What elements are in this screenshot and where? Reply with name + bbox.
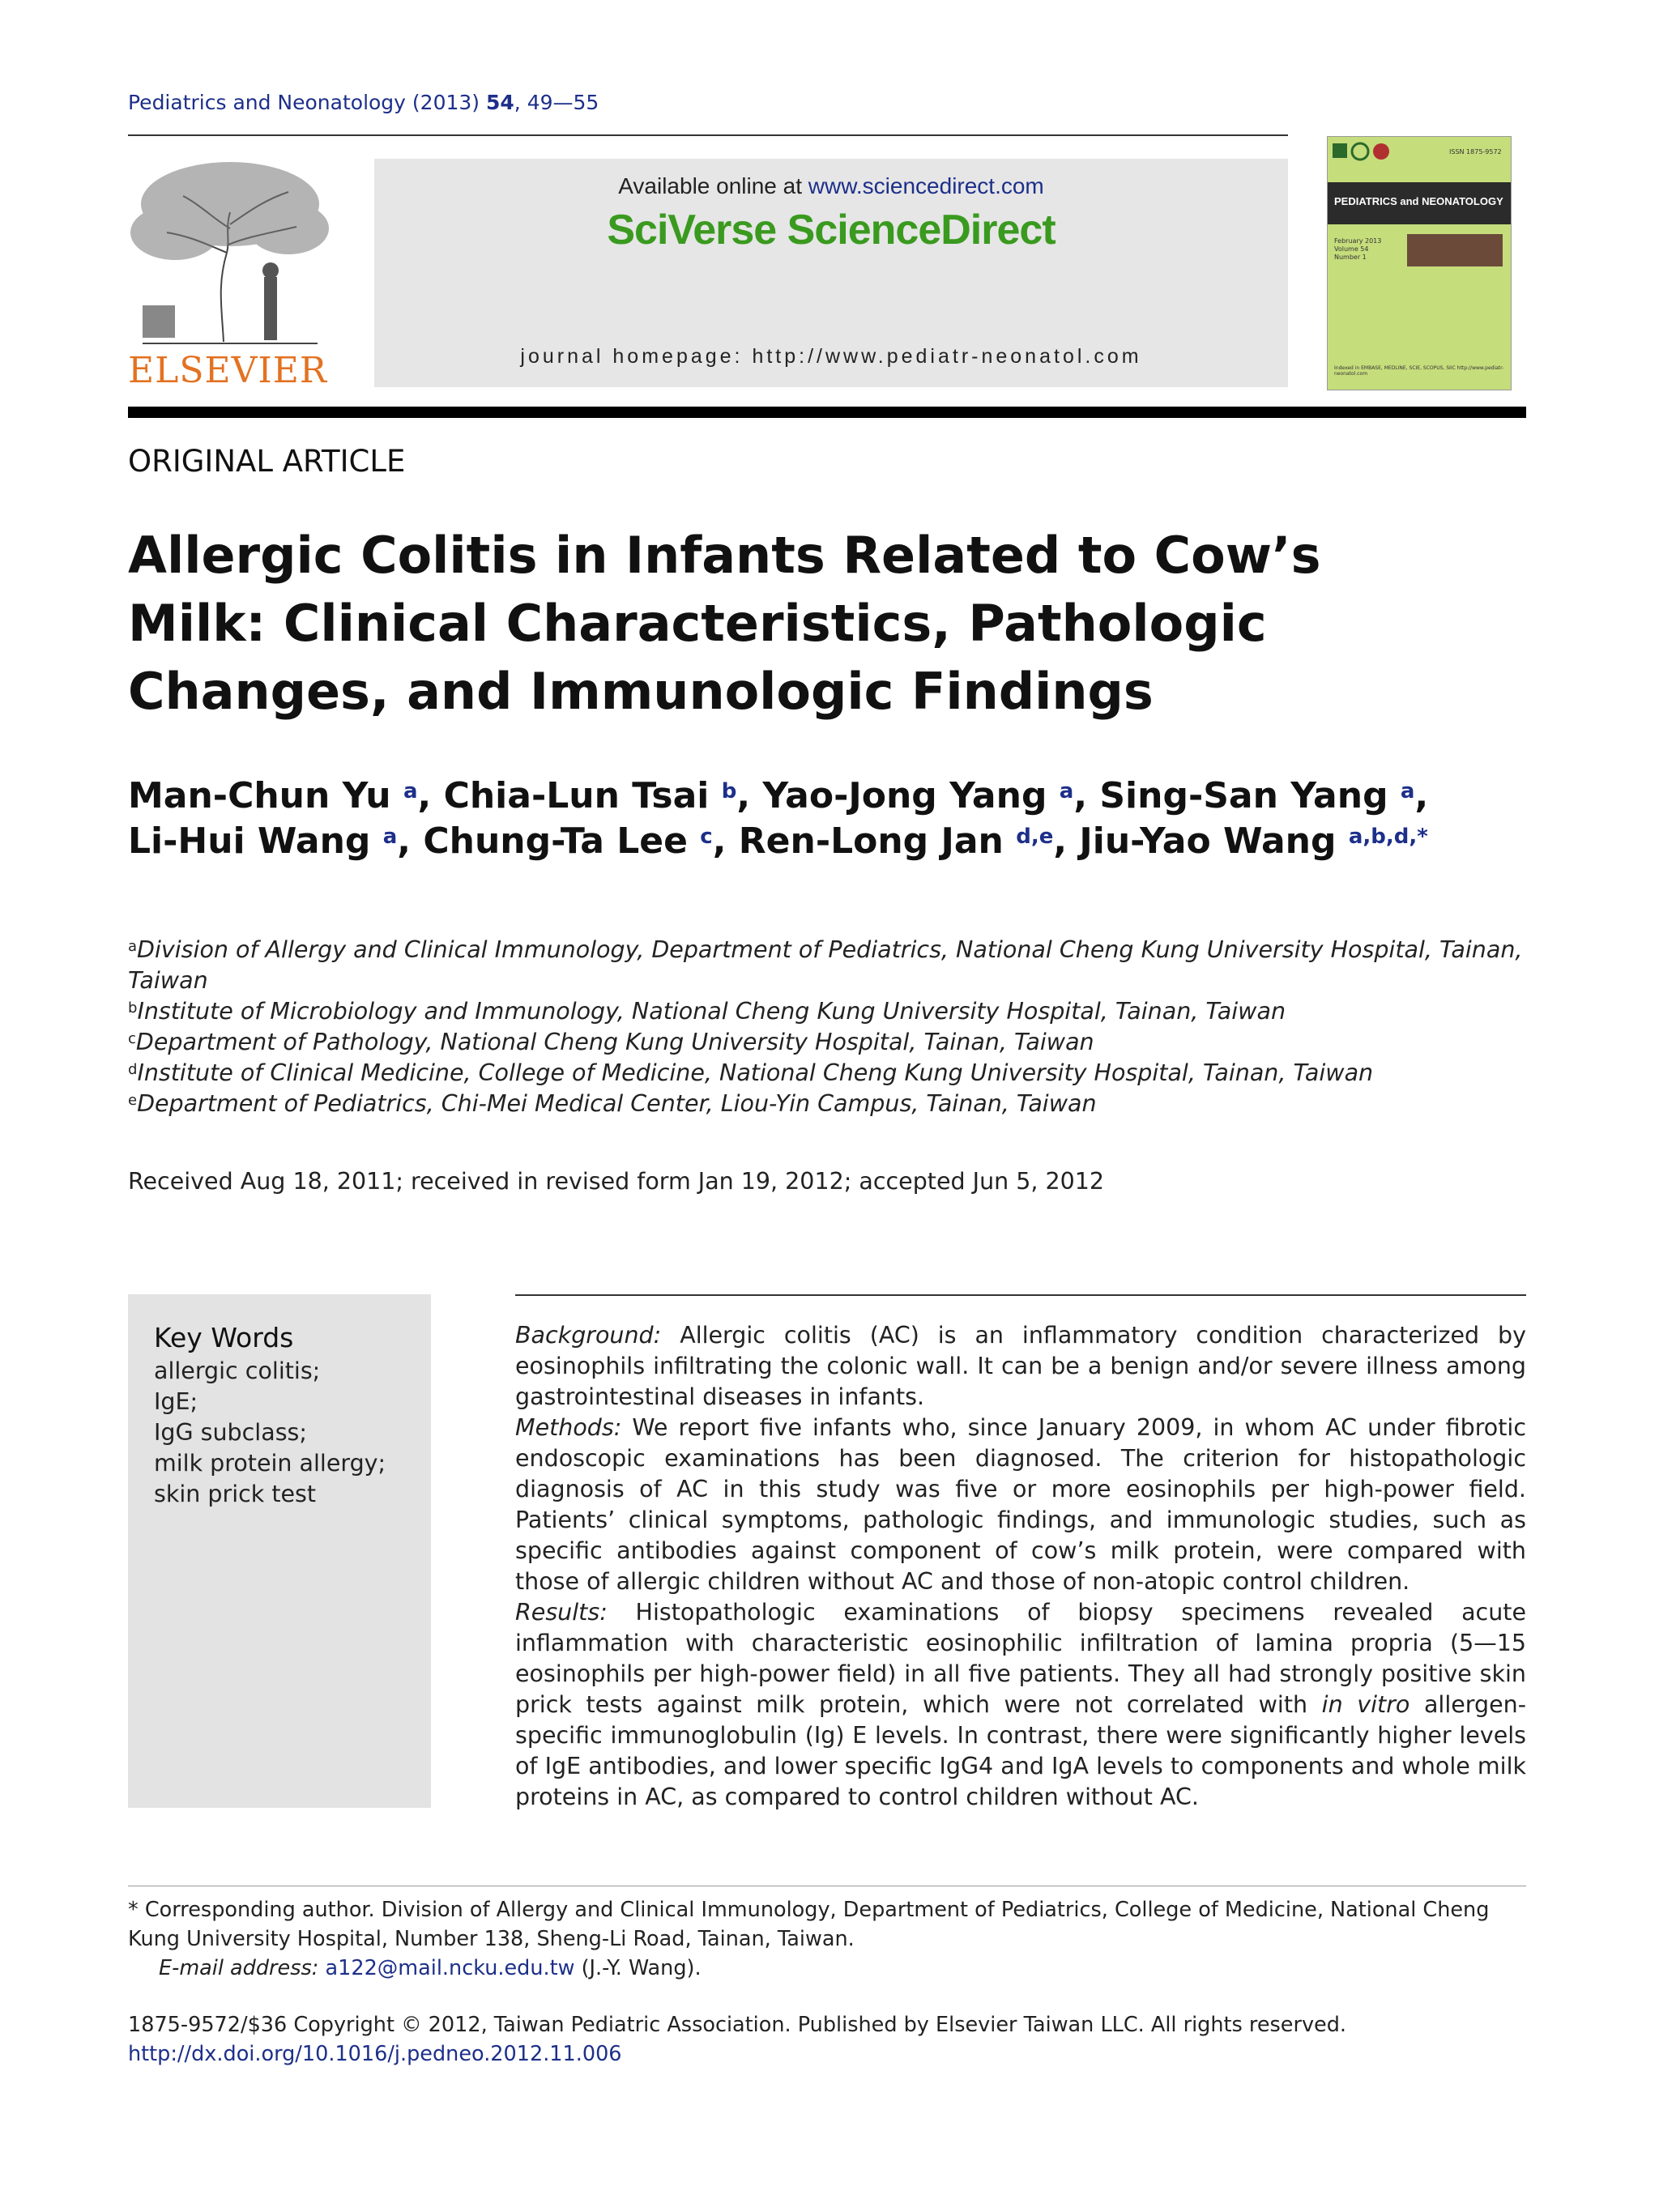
author-affiliation-marker[interactable]: a	[403, 779, 418, 803]
affiliation-text: Division of Allergy and Clinical Immunology, Department of Pediatrics, National Cheng Kung University Hospital, Tainan, Taiwan	[128, 936, 1523, 994]
abstract-italic-term: in vitro	[1321, 1691, 1410, 1718]
article-type: ORIGINAL ARTICLE	[128, 444, 406, 479]
cover-title: PEDIATRICS and NEONATOLOGY	[1334, 195, 1503, 207]
article-title: Allergic Colitis in Infants Related to Cow’s Milk: Clinical Characteristics, Pathologic Changes, and Immunologic Findings	[128, 526, 1321, 721]
abstract-methods	[515, 1413, 1526, 1597]
author[interactable]	[128, 775, 418, 816]
available-online	[374, 173, 1288, 199]
affiliation	[128, 1027, 1554, 1058]
doi-link[interactable]: http://dx.doi.org/10.1016/j.pedneo.2012.11.006	[128, 2042, 622, 2066]
author-name: Chung-Ta Lee	[423, 820, 688, 862]
journal-cover	[1327, 136, 1512, 390]
affiliation-key: d	[128, 1061, 138, 1078]
author[interactable]	[739, 820, 1054, 862]
affiliation-text: Department of Pathology, National Cheng Kung University Hospital, Tainan, Taiwan	[135, 1029, 1094, 1055]
author-separator: ,	[397, 820, 424, 862]
elsevier-wordmark: ELSEVIER	[128, 350, 328, 391]
author-name: Ren-Long Jan	[738, 820, 1004, 862]
keyword: skin prick test	[154, 1481, 317, 1507]
author[interactable]	[762, 775, 1073, 816]
journal-homepage[interactable]: journal homepage: http://www.pediatr-neonatol.com	[520, 345, 1142, 368]
copyright-line: 1875-9572/$36 Copyright © 2012, Taiwan Pediatric Association. Published by Elsevier Taiwan LLC. All rights reserved.	[128, 2013, 1347, 2037]
author-affiliation-marker[interactable]: b	[721, 779, 737, 803]
author[interactable]	[1079, 820, 1427, 862]
abstract-section-label: Background:	[515, 1322, 662, 1349]
keywords-heading: Key Words	[154, 1322, 294, 1353]
cover-photo	[1407, 234, 1503, 266]
affiliation	[128, 1089, 1554, 1119]
author-name: Yao-Jong Yang	[762, 775, 1047, 816]
author[interactable]	[128, 820, 397, 862]
sciverse-brand: SciVerse ScienceDirect	[607, 207, 1056, 254]
affiliation-text: Institute of Microbiology and Immunology, National Cheng Kung University Hospital, Tainan, Taiwan	[137, 998, 1286, 1025]
cover-footer: Indexed in EMBASE, MEDLINE, SCIE, SCOPUS, SIIC http://www.pediatr-neonatol.com	[1334, 365, 1504, 377]
author-separator: ,	[1053, 820, 1080, 862]
affiliation-key: a	[128, 938, 138, 955]
abstract-section-text: Histopathologic examinations of biopsy specimens revealed acute inflammation with characteristic eosinophilic infiltration of lamina propria (5—15 eosinophils per high-power field) in all five patients. They all had strongly positive skin prick tests against milk protein, which were not correlated with	[515, 1599, 1526, 1718]
affiliation-list	[128, 935, 1554, 1119]
affiliation-key: b	[128, 999, 138, 1016]
journal-reference[interactable]	[128, 91, 599, 114]
sciencedirect-banner	[374, 159, 1288, 387]
affiliation-text: Department of Pediatrics, Chi-Mei Medical Center, Liou-Yin Campus, Tainan, Taiwan	[137, 1090, 1097, 1117]
footnote	[128, 1895, 1526, 1983]
author-separator: ,	[736, 775, 763, 816]
header-thick-rule	[128, 407, 1526, 418]
abstract-section-text: Allergic colitis (AC) is an inflammatory condition characterized by eosinophils infiltrating the colonic wall. It can be a benign and/or severe illness among gastrointestinal diseases in infants.	[515, 1322, 1526, 1410]
header-rule	[128, 134, 1288, 136]
email-link[interactable]: a122@mail.ncku.edu.tw	[325, 1956, 575, 1980]
author-affiliation-marker[interactable]: a	[382, 825, 398, 849]
cover-issn: ISSN 1875-9572	[1449, 148, 1502, 156]
author-name: Chia-Lun Tsai	[443, 775, 710, 816]
abstract	[515, 1320, 1526, 1813]
journal-volume: 54	[486, 91, 514, 114]
affiliation-key: c	[128, 1030, 136, 1047]
author-affiliation-marker[interactable]: d,e	[1016, 825, 1054, 849]
keyword: IgG subclass;	[154, 1419, 307, 1446]
email-label: E-mail address:	[159, 1956, 319, 1980]
affiliation-text: Institute of Clinical Medicine, College of Medicine, National Cheng Kung University Hospital, Tainan, Taiwan	[137, 1059, 1374, 1086]
keyword: milk protein allergy;	[154, 1450, 386, 1477]
abstract-section-text: We report five infants who, since January 2009, in whom AC under fibrotic endoscopic examinations has been diagnosed. The criterion for histopathologic diagnosis of AC in this study was five or more eosinophils per high-power field. Patients’ clinical symptoms, pathologic findings, and immunologic studies, such as specific antibodies against component of cow’s milk protein, were compared with those of allergic children without AC and those of non-atopic control children.	[515, 1414, 1526, 1595]
author-separator: ,	[712, 820, 739, 862]
keywords-box	[128, 1294, 431, 1808]
author-name: Man-Chun Yu	[128, 775, 391, 816]
abstract-section-label: Methods:	[515, 1414, 622, 1441]
abstract-section-text: allergen-specific immunoglobulin (Ig) E levels. In contrast, there were significantly higher levels of IgE antibodies, and lower specific IgG4 and IgA levels to components and whole milk proteins in AC, as compared to control children without AC.	[515, 1691, 1526, 1810]
keyword: allergic colitis;	[154, 1357, 321, 1384]
abstract-results	[515, 1597, 1526, 1813]
keywords-list	[154, 1356, 386, 1510]
corresponding-author-note: * Corresponding author. Division of Allergy and Clinical Immunology, Department of Pediatrics, College of Medicine, National Cheng Kung University Hospital, Number 138, Sheng-Li Road, Tainan, Taiwan.	[128, 1898, 1490, 1951]
copyright-block	[128, 2010, 1526, 2069]
abstract-rule	[515, 1294, 1526, 1296]
affiliation	[128, 996, 1554, 1027]
email-line	[128, 1954, 1526, 1983]
author-name: Li-Hui Wang	[128, 820, 371, 862]
journal-pages: , 49—55	[514, 91, 599, 114]
author-list	[128, 774, 1505, 864]
author-name: Sing-San Yang	[1099, 775, 1388, 816]
author-name: Jiu-Yao Wang	[1079, 820, 1337, 862]
author-affiliation-marker[interactable]: a	[1059, 779, 1074, 803]
author-separator: ,	[1073, 775, 1100, 816]
affiliation-key: e	[128, 1092, 138, 1109]
author-affiliation-marker[interactable]: a	[1400, 779, 1415, 803]
author-separator: ,	[417, 775, 444, 816]
affiliation	[128, 935, 1554, 996]
available-text: Available online at	[618, 173, 808, 198]
received-dates: Received Aug 18, 2011; received in revised form Jan 19, 2012; accepted Jun 5, 2012	[128, 1168, 1105, 1195]
author-affiliation-marker[interactable]: c	[700, 825, 713, 849]
sciencedirect-link[interactable]: www.sciencedirect.com	[808, 173, 1044, 198]
keyword: IgE;	[154, 1388, 198, 1415]
author-separator: ,	[1414, 775, 1429, 816]
abstract-background	[515, 1320, 1526, 1413]
email-suffix: (J.-Y. Wang).	[574, 1956, 702, 1980]
author[interactable]	[1099, 775, 1414, 816]
journal-ref-text: Pediatrics and Neonatology (2013)	[128, 91, 486, 114]
author[interactable]	[423, 820, 712, 862]
abstract-section-label: Results:	[515, 1599, 608, 1626]
affiliation	[128, 1058, 1554, 1089]
cover-issue-info: February 2013 Volume 54 Number 1	[1334, 237, 1382, 261]
author[interactable]	[444, 775, 737, 816]
author-affiliation-marker[interactable]: a,b,d,*	[1348, 825, 1428, 849]
cover-header	[1328, 137, 1511, 182]
